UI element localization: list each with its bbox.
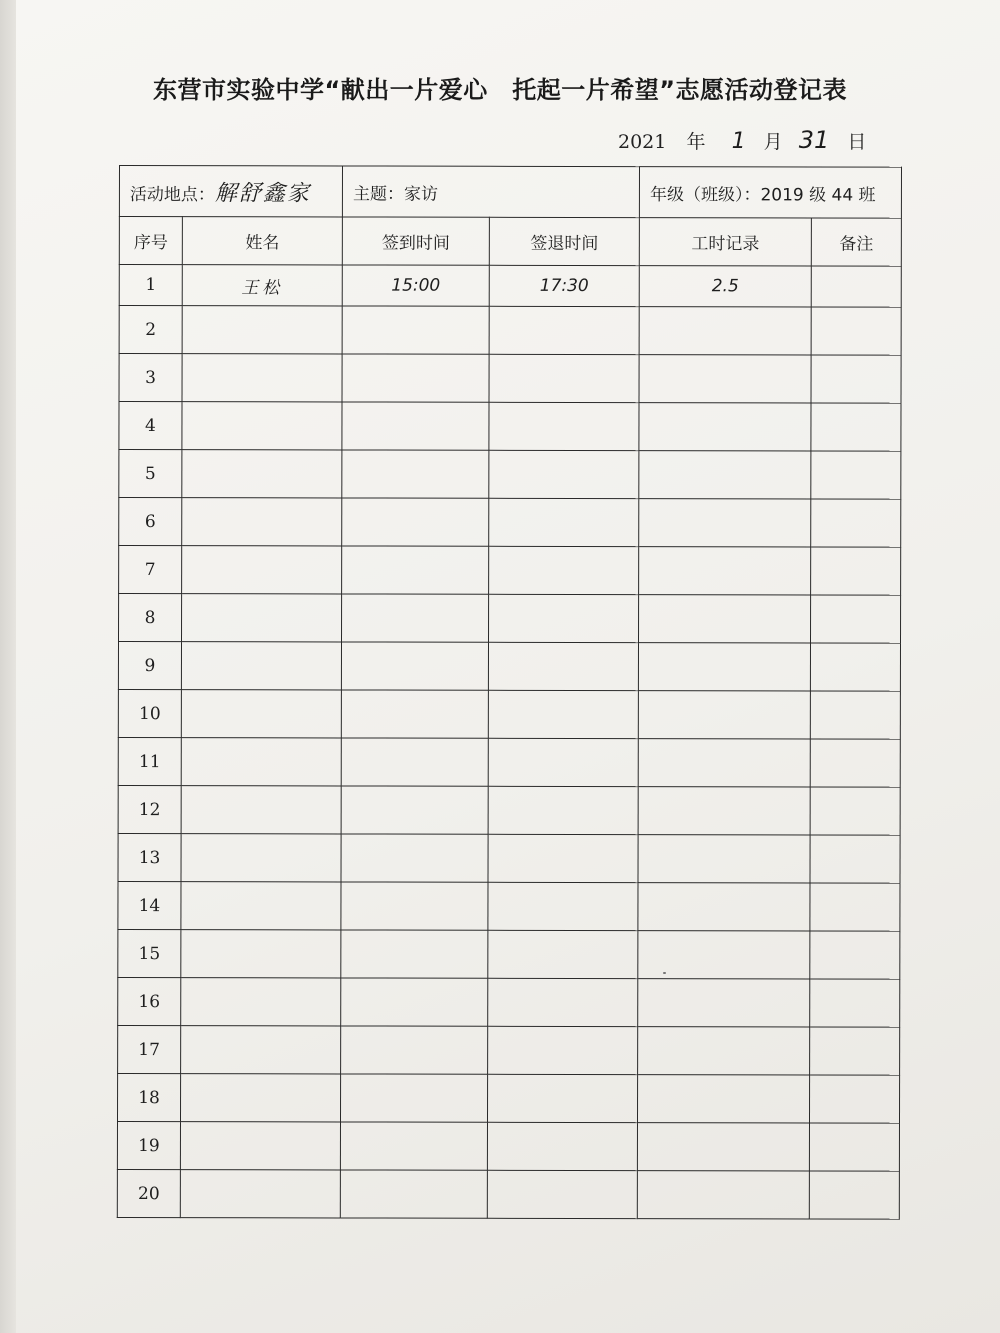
cell-seq: 16 xyxy=(118,977,181,1025)
cell-name xyxy=(181,882,341,930)
cell-seq: 18 xyxy=(117,1073,180,1121)
form-title: 东营市实验中学“献出一片爱心 托起一片希望”志愿活动登记表 xyxy=(152,76,848,104)
cell-remarks xyxy=(810,739,900,787)
date-month-handwritten: 1 xyxy=(731,129,746,154)
cell-hours xyxy=(638,691,810,739)
cell-remarks xyxy=(811,403,901,451)
cell-seq: 12 xyxy=(118,785,181,833)
grade-cell xyxy=(639,167,901,219)
cell-remarks xyxy=(811,595,901,643)
cell-name xyxy=(181,690,341,738)
table-row xyxy=(119,594,901,644)
cell-name xyxy=(182,306,342,354)
cell-checkin: 15:00 xyxy=(342,265,489,306)
cell-remarks xyxy=(810,787,900,835)
cell-checkout xyxy=(489,498,639,546)
cell-checkout xyxy=(488,690,638,738)
cell-name xyxy=(181,642,341,690)
cell-checkin xyxy=(340,1122,487,1170)
cell-seq: 8 xyxy=(119,594,182,642)
date-month-unit: 月 xyxy=(763,131,783,153)
cell-remarks xyxy=(811,266,901,307)
cell-remarks xyxy=(810,1027,900,1075)
cell-seq: 13 xyxy=(118,833,181,881)
table-row xyxy=(118,833,900,883)
cell-hours xyxy=(638,787,810,835)
header-row xyxy=(119,217,901,267)
cell-checkout xyxy=(488,1074,638,1122)
cell-checkout xyxy=(489,402,639,450)
table-row xyxy=(119,450,901,500)
cell-name xyxy=(182,546,342,594)
location-value-handwritten: 解舒鑫家 xyxy=(214,180,311,206)
cell-hours xyxy=(639,355,811,403)
cell-seq: 3 xyxy=(119,354,182,402)
table-row xyxy=(118,1025,900,1075)
cell-checkout xyxy=(488,882,638,930)
cell-checkout xyxy=(488,1026,638,1074)
cell-seq: 15 xyxy=(118,929,181,977)
table-row xyxy=(118,881,900,931)
cell-checkin xyxy=(342,306,489,354)
cell-remarks xyxy=(811,547,901,595)
cell-seq: 6 xyxy=(119,498,182,546)
location-label: 活动地点： xyxy=(129,184,215,205)
cell-seq: 1 xyxy=(119,265,182,306)
table-row xyxy=(118,977,900,1027)
cell-checkin xyxy=(340,1170,487,1218)
cell-remarks xyxy=(811,499,901,547)
theme-cell xyxy=(342,166,639,218)
cell-checkin xyxy=(342,354,489,402)
cell-remarks xyxy=(810,979,900,1027)
table-row xyxy=(119,265,901,308)
cell-checkin xyxy=(341,642,488,690)
cell-seq: 11 xyxy=(118,737,181,785)
cell-remarks xyxy=(809,1171,899,1219)
cell-remarks xyxy=(811,307,901,355)
cell-checkout xyxy=(488,978,638,1026)
cell-seq: 17 xyxy=(118,1025,181,1073)
cell-checkin xyxy=(341,930,488,978)
cell-hours xyxy=(639,595,811,643)
cell-hours xyxy=(637,1171,809,1219)
registration-table xyxy=(117,165,902,1220)
cell-remarks xyxy=(809,1123,899,1171)
header-hours: 工时记录 xyxy=(639,218,811,266)
table-row xyxy=(119,546,901,596)
table-row xyxy=(119,306,901,356)
cell-checkin xyxy=(342,498,489,546)
cell-name xyxy=(182,594,342,642)
cell-checkout xyxy=(489,354,639,402)
cell-checkout xyxy=(489,306,639,354)
cell-hours xyxy=(639,499,811,547)
date-year: 2021 xyxy=(618,131,667,153)
table-row xyxy=(117,1121,899,1171)
cell-checkout xyxy=(488,786,638,834)
cell-hours xyxy=(638,1075,810,1123)
header-checkout: 签退时间 xyxy=(489,217,639,265)
cell-checkout: 17:30 xyxy=(489,265,639,306)
cell-hours xyxy=(639,547,811,595)
info-row xyxy=(119,166,901,219)
date-day-unit: 日 xyxy=(847,131,867,153)
cell-hours xyxy=(638,739,810,787)
form-date xyxy=(618,126,866,154)
cell-checkout xyxy=(489,546,639,594)
cell-seq: 4 xyxy=(119,402,182,450)
cell-seq: 5 xyxy=(119,450,182,498)
cell-remarks xyxy=(810,1075,900,1123)
cell-checkout xyxy=(488,642,638,690)
cell-name xyxy=(180,1122,340,1170)
cell-remarks xyxy=(810,691,900,739)
cell-checkout xyxy=(489,594,639,642)
cell-name xyxy=(181,930,341,978)
cell-seq: 7 xyxy=(119,546,182,594)
cell-checkin xyxy=(341,882,488,930)
cell-seq: 20 xyxy=(117,1169,180,1217)
background-strip xyxy=(0,0,16,1333)
theme-label: 主题：家访 xyxy=(352,183,438,205)
cell-seq: 14 xyxy=(118,881,181,929)
cell-seq: 9 xyxy=(118,642,181,690)
cell-checkout xyxy=(488,930,638,978)
cell-checkin xyxy=(342,546,489,594)
cell-hours xyxy=(638,1027,810,1075)
cell-checkout xyxy=(488,834,638,882)
cell-name xyxy=(181,786,341,834)
date-day-handwritten: 31 xyxy=(798,126,830,154)
cell-name xyxy=(181,1026,341,1074)
table-row xyxy=(118,642,900,692)
cell-checkout xyxy=(487,1170,637,1218)
cell-checkout xyxy=(488,738,638,786)
cell-remarks xyxy=(810,931,900,979)
cell-hours xyxy=(638,835,810,883)
header-seq: 序号 xyxy=(119,217,182,265)
table-row xyxy=(117,1169,899,1219)
cell-remarks xyxy=(810,643,900,691)
cell-name xyxy=(181,834,341,882)
cell-remarks xyxy=(810,883,900,931)
table-body xyxy=(117,265,901,1220)
table-row xyxy=(117,1073,899,1123)
table-row xyxy=(118,689,900,739)
cell-checkin xyxy=(341,690,488,738)
cell-name: 王松 xyxy=(182,265,342,306)
date-year-unit: 年 xyxy=(686,131,706,153)
cell-checkin xyxy=(341,978,488,1026)
cell-seq: 2 xyxy=(119,306,182,354)
cell-seq: 19 xyxy=(117,1121,180,1169)
cell-name xyxy=(180,1170,340,1218)
cell-name xyxy=(182,354,342,402)
cell-remarks xyxy=(810,835,900,883)
cell-hours xyxy=(639,451,811,499)
cell-checkin xyxy=(342,450,489,498)
cell-seq: 10 xyxy=(118,689,181,737)
table-row xyxy=(118,737,900,787)
cell-remarks xyxy=(811,451,901,499)
table-row xyxy=(119,402,901,452)
cell-name xyxy=(182,450,342,498)
cell-hours xyxy=(638,643,810,691)
cell-checkin xyxy=(341,834,488,882)
cell-checkout xyxy=(489,450,639,498)
cell-checkin xyxy=(342,402,489,450)
cell-hours: 2.5 xyxy=(639,266,811,307)
table-row xyxy=(119,498,901,548)
header-remarks: 备注 xyxy=(811,218,901,266)
cell-name xyxy=(181,738,341,786)
table-row xyxy=(118,929,900,979)
cell-name xyxy=(181,978,341,1026)
cell-checkin xyxy=(341,786,488,834)
cell-hours xyxy=(638,979,810,1027)
cell-hours xyxy=(639,403,811,451)
cell-hours xyxy=(638,883,810,931)
cell-name xyxy=(182,402,342,450)
cell-hours xyxy=(637,1123,809,1171)
cell-checkin xyxy=(341,1026,488,1074)
location-cell xyxy=(119,166,342,217)
cell-checkout xyxy=(487,1122,637,1170)
paper-speck xyxy=(663,972,666,974)
cell-name xyxy=(182,498,342,546)
grade-label: 年级（班级）：2019 级 44 班 xyxy=(649,184,876,206)
table-row xyxy=(118,785,900,835)
header-checkin: 签到时间 xyxy=(342,217,489,265)
header-name: 姓名 xyxy=(182,217,342,265)
cell-hours xyxy=(639,307,811,355)
cell-remarks xyxy=(811,355,901,403)
cell-checkin xyxy=(341,1074,488,1122)
table-row xyxy=(119,354,901,404)
cell-checkin xyxy=(342,594,489,642)
cell-checkin xyxy=(341,738,488,786)
cell-name xyxy=(180,1074,340,1122)
